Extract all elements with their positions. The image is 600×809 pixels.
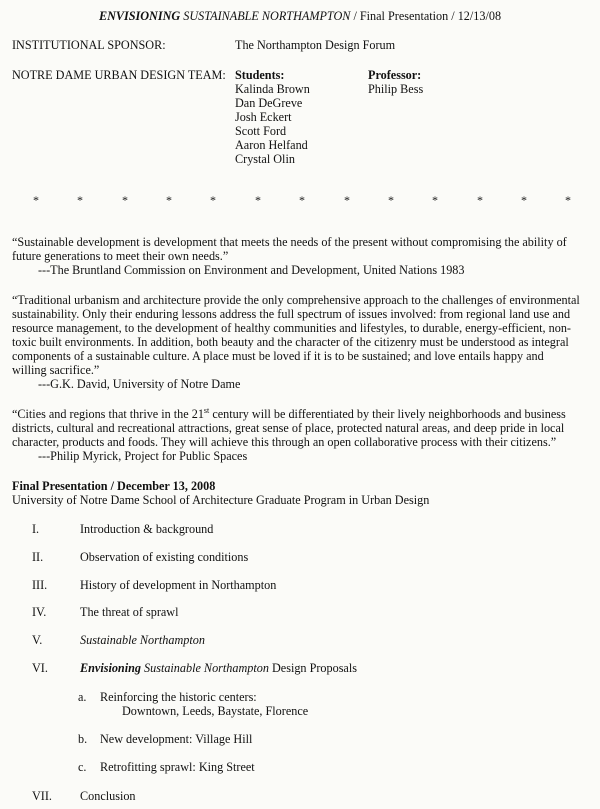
outline-subitem-detail: Downtown, Leeds, Baystate, Florence <box>122 704 309 718</box>
sponsor-value: The Northampton Design Forum <box>235 38 396 52</box>
outline-number: II. <box>32 550 44 564</box>
student-name: Aaron Helfand <box>235 138 308 152</box>
final-presentation-heading: Final Presentation / December 13, 2008 <box>12 479 216 493</box>
quote-myrick: “Cities and regions that thrive in the 21st century will be differentiated by their lively neighborhoods and business districts, cultural and recreational attractions, great sense of place, protected natural areas, and deep pride in local character, products and foods. They will achieve this through an open collaborative process with their citizens.” ---Philip Myrick, Project for Public Spaces <box>12 407 590 463</box>
student-name: Scott Ford <box>235 124 287 138</box>
divider-star: * <box>210 193 216 207</box>
outline-item: Sustainable Northampton <box>80 633 205 647</box>
outline-subitem: New development: Village Hill <box>100 732 253 746</box>
outline-number: V. <box>32 633 43 647</box>
outline-item: Envisioning Sustainable Northampton Design Proposals <box>80 661 357 675</box>
outline-number: IV. <box>32 605 47 619</box>
student-name: Dan DeGreve <box>235 96 303 110</box>
divider-star: * <box>344 193 350 207</box>
program-subheading: University of Notre Dame School of Architecture Graduate Program in Urban Design <box>12 493 430 507</box>
divider-star: * <box>166 193 172 207</box>
divider-star: * <box>432 193 438 207</box>
divider-star: * <box>565 193 571 207</box>
professor-block <box>368 68 423 96</box>
students-heading: Students: <box>235 68 285 82</box>
divider-star: * <box>122 193 128 207</box>
outline-item: Introduction & background <box>80 522 214 536</box>
outline-number: VI. <box>32 661 48 675</box>
student-name: Josh Eckert <box>235 110 292 124</box>
outline-number: VII. <box>32 789 52 803</box>
outline-subletter: b. <box>78 732 88 746</box>
divider-star: * <box>77 193 83 207</box>
outline-subletter: a. <box>78 690 87 704</box>
divider-star: * <box>255 193 261 207</box>
professor-name: Philip Bess <box>368 82 424 96</box>
outline-subitem: Retrofitting sprawl: King Street <box>100 760 255 774</box>
team-label: NOTRE DAME URBAN DESIGN TEAM: <box>12 68 226 82</box>
divider-star: * <box>477 193 483 207</box>
student-name: Crystal Olin <box>235 152 295 166</box>
quote-attribution: ---Philip Myrick, Project for Public Spaces <box>38 449 248 463</box>
divider-star: * <box>33 193 39 207</box>
divider-star: * <box>521 193 527 207</box>
sponsor-label: INSTITUTIONAL SPONSOR: <box>12 38 166 52</box>
outline-number: III. <box>32 578 48 592</box>
outline-subitem: Reinforcing the historic centers: <box>100 690 257 704</box>
star-divider <box>0 193 600 209</box>
quote-david: “Traditional urbanism and architecture provide the only comprehensive approach to the challenges of environmental sustainability. Only their enduring lessons address the full spectrum of issues involved: from regional land use and resource management, to the development of healthy communities and lifestyles, to durable, energy-efficient, non- toxic built environments. In addition, both beauty and the character of the citizenry must be understood as integral components of a sustainable culture. A place must be loved if it is to be sustained; and love entails happy and willing sacrifice.” ---G.K. David, University of Notre Dame <box>12 293 590 391</box>
outline-number: I. <box>32 522 40 536</box>
quote-brundtland: “Sustainable development is development that meets the needs of the present without compromising the ability of future generations to meet their own needs.” ---The Bruntland Commission on Environment and Development, United Nations 1983 <box>12 235 590 277</box>
student-name: Kalinda Brown <box>235 82 310 96</box>
outline-subletter: c. <box>78 760 87 774</box>
outline-item: History of development in Northampton <box>80 578 277 592</box>
professor-heading: Professor: <box>368 68 422 82</box>
quote-attribution: ---G.K. David, University of Notre Dame <box>38 377 241 391</box>
divider-star: * <box>299 193 305 207</box>
quote-attribution: ---The Bruntland Commission on Environment and Development, United Nations 1983 <box>38 263 465 277</box>
students-list <box>235 68 310 166</box>
outline-item: Conclusion <box>80 789 136 803</box>
document-title: ENVISIONING SUSTAINABLE NORTHAMPTON / Final Presentation / 12/13/08 <box>98 9 502 23</box>
divider-star: * <box>388 193 394 207</box>
outline-item: The threat of sprawl <box>80 605 179 619</box>
outline-item: Observation of existing conditions <box>80 550 249 564</box>
